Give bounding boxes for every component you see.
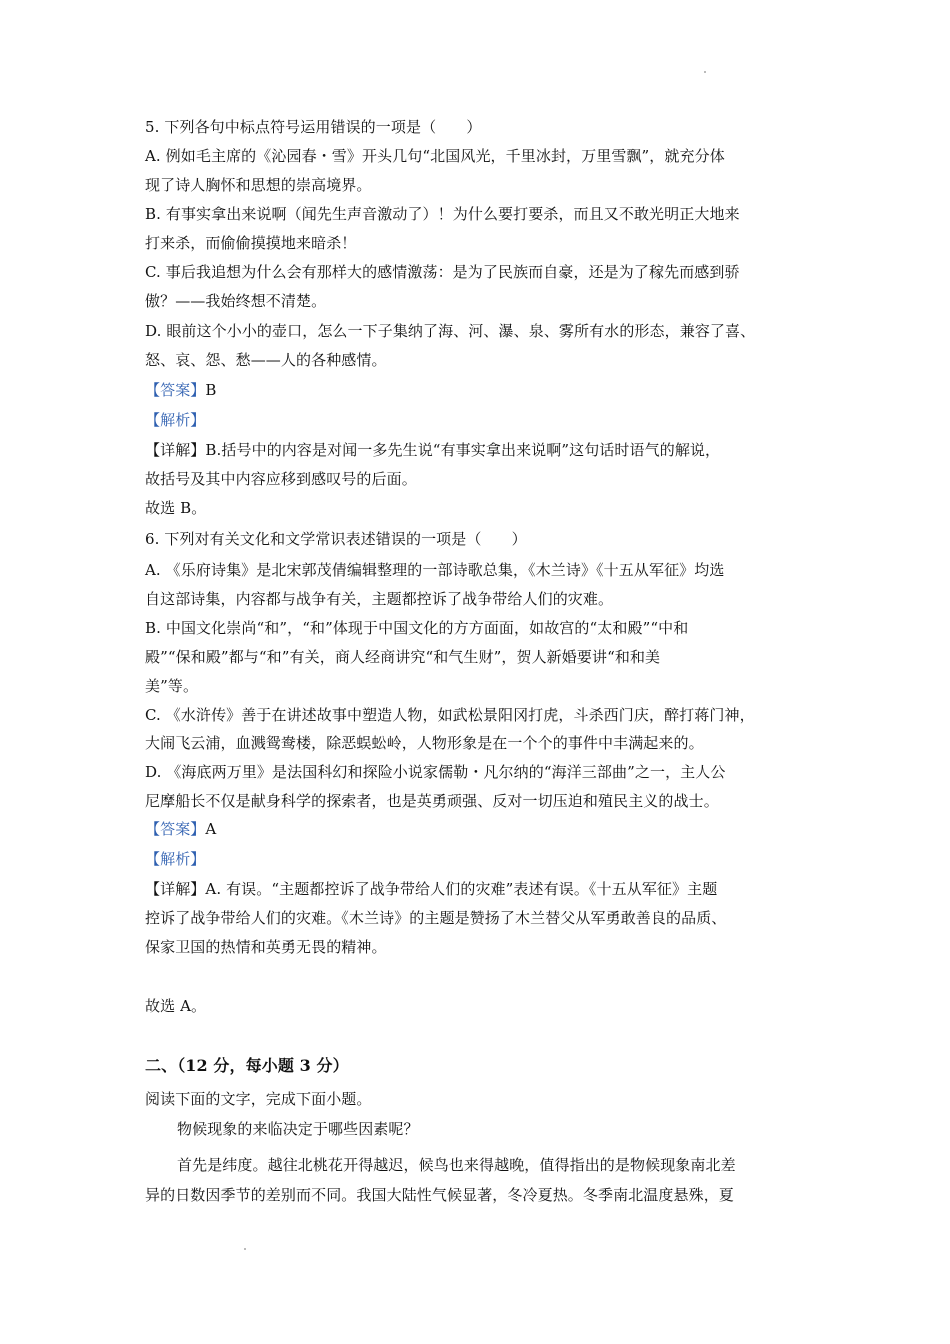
q6-option-a: A. 《乐府诗集》是北宋郭茂倩编辑整理的一部诗歌总集，《木兰诗》《十五从军征》均选	[145, 561, 725, 579]
q5-option-a-cont: 现了诗人胸怀和思想的崇高境界。	[145, 176, 372, 194]
q6-option-c-cont: 大闹飞云浦，血溅鸳鸯楼，除恶蜈蚣岭，人物形象是在一个个的事件中丰满起来的。	[145, 734, 704, 752]
answer-tag: 【答案】	[145, 381, 206, 399]
detail-tag: 【详解】	[145, 880, 206, 898]
passage-paragraph: 首先是纬度。越往北桃花开得越迟，候鸟也来得越晚，值得指出的是物候现象南北差	[177, 1156, 736, 1174]
q6-option-c: C. 《水浒传》善于在讲述故事中塑造人物，如武松景阳冈打虎，斗杀西门庆，醉打蒋门神，	[145, 706, 755, 724]
q5-option-c: C. 事后我追想为什么会有那样大的感情激荡：是为了民族而自豪，还是为了稼先而感到骄	[145, 263, 740, 281]
q6-detail-cont: 控诉了战争带给人们的灾难。《木兰诗》的主题是赞扬了木兰替父从军勇敢善良的品质、	[145, 909, 727, 927]
q5-detail-cont: 故括号及其中内容应移到感叹号的后面。	[145, 470, 417, 488]
answer-value: A	[205, 820, 217, 838]
answer-value: B	[205, 381, 217, 399]
q5-analysis-tag: 【解析】	[145, 411, 206, 429]
q5-stem: 5. 下列各句中标点符号运用错误的一项是（ ）	[145, 118, 482, 136]
q6-answer	[145, 819, 216, 839]
q5-option-a: A. 例如毛主席的《沁园春・雪》开头几句“北国风光，千里冰封，万里雪飘”，就充分体	[145, 147, 725, 165]
q6-analysis-tag: 【解析】	[145, 850, 206, 868]
q6-option-b-cont: 殿”“保和殿”都与“和”有关，商人经商讲究“和气生财”，贺人新婚要讲“和和美	[145, 648, 661, 666]
q6-option-a-cont: 自这部诗集，内容都与战争有关，主题都控诉了战争带给人们的灾难。	[145, 590, 614, 608]
q5-option-c-cont: 傲？——我始终想不清楚。	[145, 292, 327, 310]
q6-choose: 故选 A。	[145, 997, 207, 1015]
section-instruction: 阅读下面的文字，完成下面小题。	[145, 1090, 372, 1108]
q5-option-b: B. 有事实拿出来说啊（闻先生声音激动了）！为什么要打要杀，而且又不敢光明正大地来	[145, 205, 740, 223]
q5-choose: 故选 B。	[145, 499, 207, 517]
passage-title: 物候现象的来临决定于哪些因素呢？	[177, 1120, 419, 1138]
q5-option-d: D. 眼前这个小小的壶口，怎么一下子集纳了海、河、瀑、泉、雾所有水的形态，兼容了喜、	[145, 322, 756, 340]
passage-paragraph-cont: 异的日数因季节的差别而不同。我国大陆性气候显著，冬冷夏热。冬季南北温度悬殊，夏	[145, 1186, 734, 1204]
detail-tag: 【详解】	[145, 441, 206, 459]
q5-detail	[145, 440, 720, 460]
detail-text: B.括号中的内容是对闻一多先生说“有事实拿出来说啊”这句话时语气的解说，	[205, 441, 721, 459]
q6-detail-cont2: 保家卫国的热情和英勇无畏的精神。	[145, 938, 387, 956]
answer-tag: 【答案】	[145, 820, 206, 838]
q5-answer	[145, 380, 217, 400]
q6-stem: 6. 下列对有关文化和文学常识表述错误的一项是（ ）	[145, 530, 527, 548]
q6-detail	[145, 879, 717, 899]
q6-option-b-cont2: 美”等。	[145, 677, 199, 695]
page-mark-top	[704, 71, 706, 73]
q5-option-b-cont: 打来杀，而偷偷摸摸地来暗杀！	[145, 234, 357, 252]
q6-option-d-cont: 尼摩船长不仅是献身科学的探索者，也是英勇顽强、反对一切压迫和殖民主义的战士。	[145, 792, 719, 810]
q6-option-b: B. 中国文化崇尚“和”，“和”体现于中国文化的方方面面，如故宫的“太和殿”“中和	[145, 619, 689, 637]
detail-text: A. 有误。“主题都控诉了战争带给人们的灾难”表述有误。《十五从军征》主题	[205, 880, 718, 898]
section-heading: 二、（12 分，每小题 3 分）	[145, 1056, 349, 1075]
q6-option-d: D. 《海底两万里》是法国科幻和探险小说家儒勒・凡尔纳的“海洋三部曲”之一，主人公	[145, 763, 726, 781]
page-mark-bottom	[244, 1248, 246, 1250]
q5-option-d-cont: 怒、哀、怨、愁——人的各种感情。	[145, 351, 387, 369]
